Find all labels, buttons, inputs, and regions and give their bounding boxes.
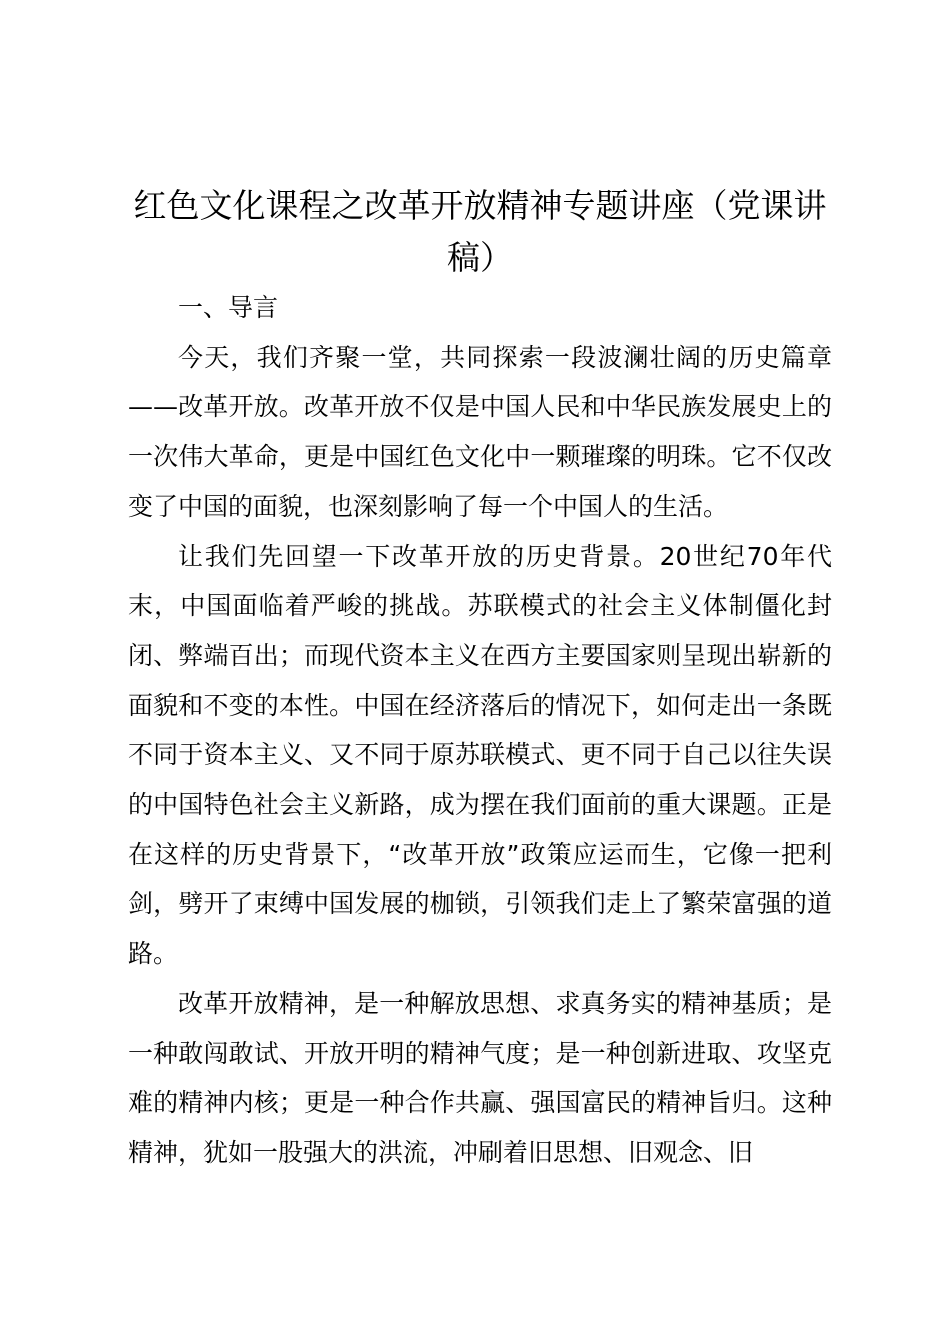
paragraph-background: 让我们先回望一下改革开放的历史背景。20世纪70年代末，中国面临着严峻的挑战。苏联模式的社会主义体制僵化封闭、弊端百出；而现代资本主义在西方主要国家则呈现出崭新的面貌和不变的本性。中国在经济落后的情况下，如何走出一条既不同于资本主义、又不同于原苏联模式、更不同于自己以往失误的中国特色社会主义新路，成为摆在我们面前的重大课题。正是在这样的历史背景下，“改革开放”政策应运而生，它像一把利剑，劈开了束缚中国发展的枷锁，引领我们走上了繁荣富强的道路。 bbox=[128, 541, 832, 969]
section-heading: 一、导言 bbox=[178, 293, 279, 322]
document-title: 红色文化课程之改革开放精神专题讲座（党课讲稿） bbox=[133, 186, 827, 277]
document-body bbox=[128, 283, 832, 1178]
paragraph-spirit: 改革开放精神，是一种解放思想、求真务实的精神基质；是一种敢闯敢试、开放开明的精神气度；是一种创新进取、攻坚克难的精神内核；更是一种合作共赢、强国富民的精神旨归。这种精神，犹如一股强大的洪流，冲刷着旧思想、旧观念、旧 bbox=[128, 988, 832, 1167]
paragraph-intro: 今天，我们齐聚一堂，共同探索一段波澜壮阔的历史篇章——改革开放。改革开放不仅是中国人民和中华民族发展史上的一次伟大革命，更是中国红色文化中一颗璀璨的明珠。它不仅改变了中国的面貌，也深刻影响了每一个中国人的生活。 bbox=[128, 342, 832, 521]
